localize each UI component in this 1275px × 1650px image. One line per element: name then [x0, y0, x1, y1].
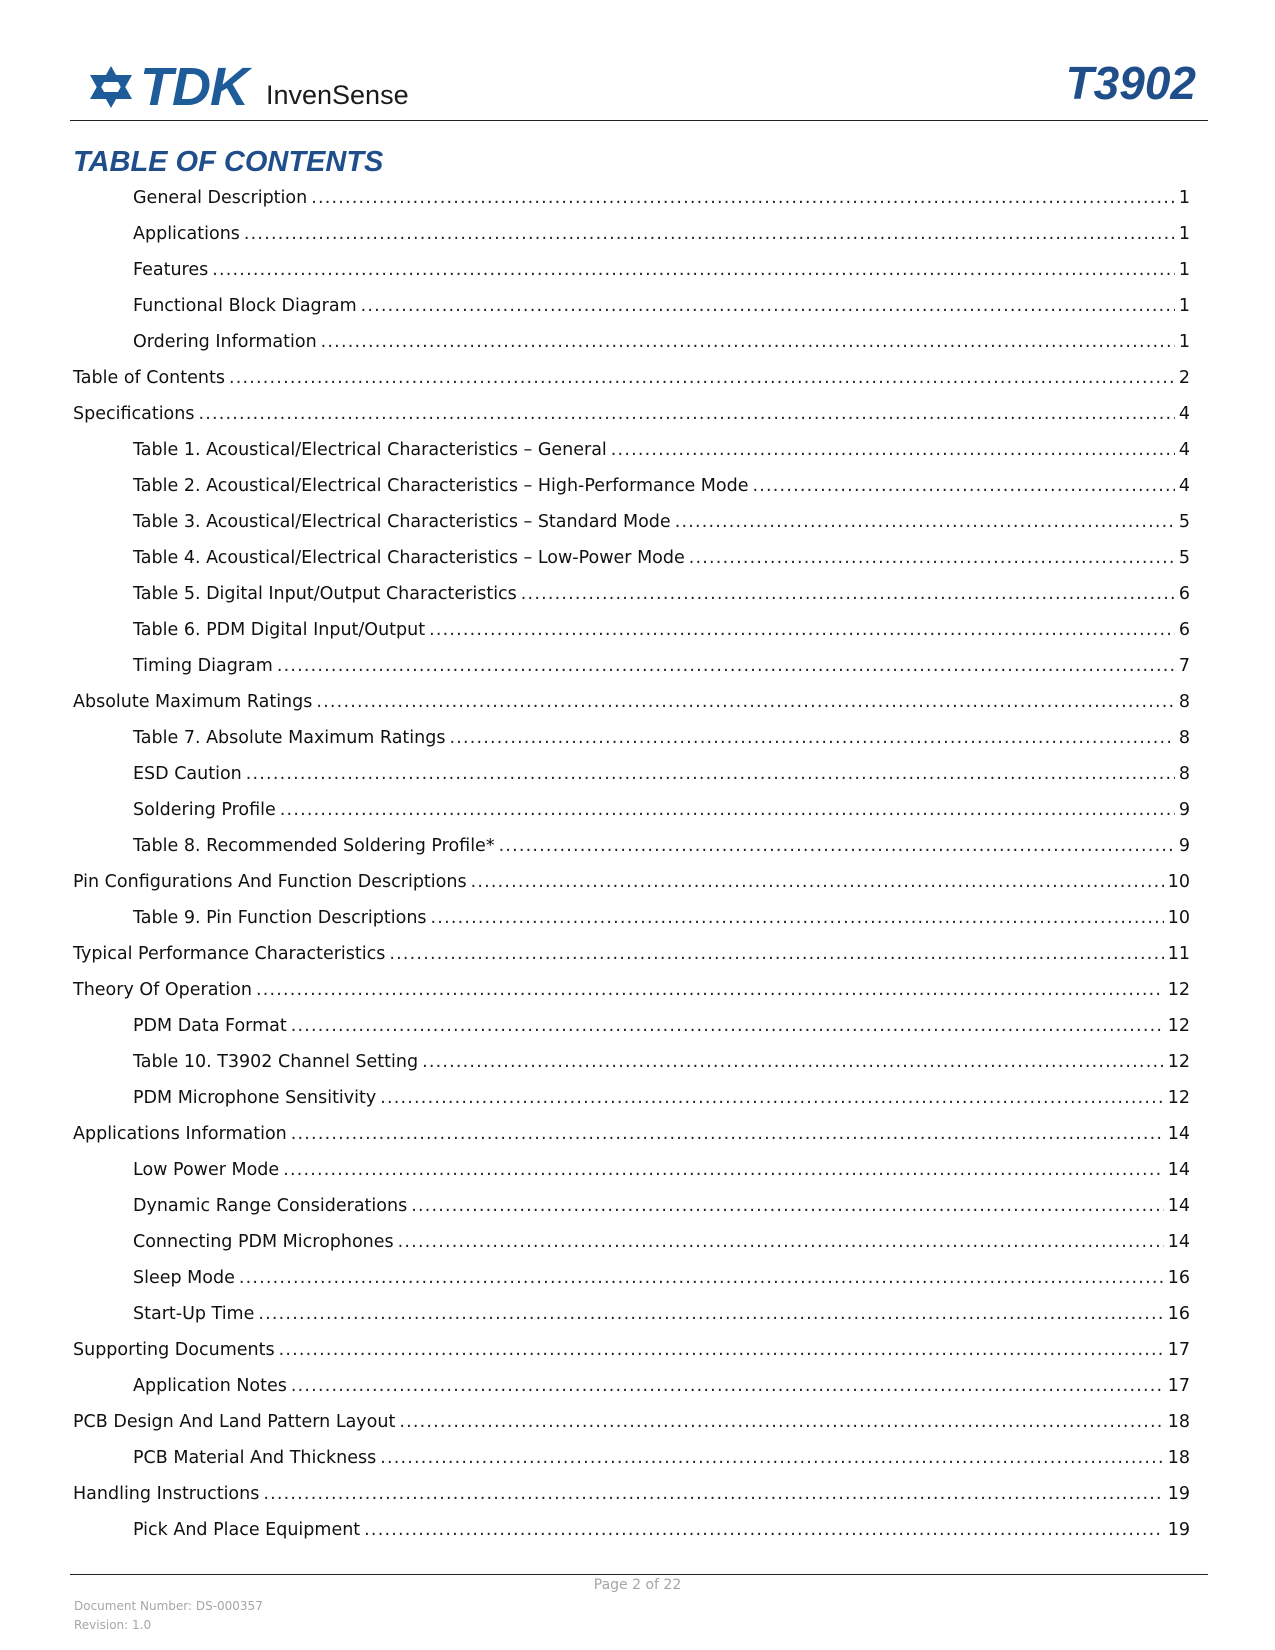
toc-entry-page: 12 — [1167, 1052, 1190, 1072]
toc-entry[interactable] — [73, 1044, 1190, 1080]
toc-entry-page: 4 — [1178, 404, 1190, 424]
toc-entry-title: Table 9. Pin Function Descriptions — [133, 908, 427, 928]
toc-entry-title: Specifications — [73, 404, 195, 424]
toc-dot-leader — [239, 1260, 1164, 1296]
toc-entry[interactable] — [73, 864, 1190, 900]
toc-entry[interactable] — [73, 1116, 1190, 1152]
toc-entry[interactable] — [73, 1080, 1190, 1116]
toc-dot-leader — [361, 288, 1175, 324]
toc-entry[interactable] — [73, 1404, 1190, 1440]
toc-entry[interactable] — [73, 828, 1190, 864]
toc-entry-page: 5 — [1178, 548, 1190, 568]
toc-heading: TABLE OF CONTENTS — [73, 146, 384, 178]
toc-dot-leader — [258, 1296, 1163, 1332]
toc-entry-title: Absolute Maximum Ratings — [73, 692, 313, 712]
revision: Revision: 1.0 — [74, 1618, 152, 1632]
toc-entry-title: PDM Microphone Sensitivity — [133, 1088, 377, 1108]
toc-entry-page: 17 — [1167, 1376, 1190, 1396]
toc-entry-page: 14 — [1167, 1124, 1190, 1144]
footer-divider — [70, 1574, 1208, 1575]
toc-dot-leader — [422, 1044, 1164, 1080]
brand-name: TDK — [140, 57, 248, 117]
toc-entry-page: 1 — [1178, 332, 1190, 352]
toc-entry-title: Typical Performance Characteristics — [73, 944, 386, 964]
toc-entry[interactable] — [73, 180, 1190, 216]
toc-dot-leader — [398, 1224, 1164, 1260]
toc-entry-page: 4 — [1178, 476, 1190, 496]
toc-list — [73, 180, 1190, 1548]
toc-entry[interactable] — [73, 648, 1190, 684]
toc-entry-title: Features — [133, 260, 209, 280]
tdk-logo-mark-icon — [88, 64, 134, 110]
toc-entry[interactable] — [73, 396, 1190, 432]
toc-entry-title: ESD Caution — [133, 764, 242, 784]
toc-entry[interactable] — [73, 540, 1190, 576]
toc-entry-page: 11 — [1167, 944, 1190, 964]
toc-entry[interactable] — [73, 1152, 1190, 1188]
toc-entry[interactable] — [73, 612, 1190, 648]
toc-entry-page: 16 — [1167, 1268, 1190, 1288]
toc-dot-leader — [212, 252, 1175, 288]
toc-dot-leader — [291, 1116, 1164, 1152]
toc-dot-leader — [675, 504, 1175, 540]
toc-entry-page: 1 — [1178, 188, 1190, 208]
toc-entry-page: 1 — [1178, 296, 1190, 316]
toc-dot-leader — [431, 900, 1164, 936]
toc-entry-title: Application Notes — [133, 1376, 287, 1396]
brand-subname: InvenSense — [265, 79, 409, 110]
toc-entry-title: Supporting Documents — [73, 1340, 275, 1360]
toc-dot-leader — [753, 468, 1175, 504]
toc-dot-leader — [321, 324, 1175, 360]
toc-entry-title: Sleep Mode — [133, 1268, 235, 1288]
toc-entry-title: Soldering Profile — [133, 800, 276, 820]
toc-dot-leader — [429, 612, 1175, 648]
toc-entry-page: 4 — [1178, 440, 1190, 460]
toc-entry-title: Table 10. T3902 Channel Setting — [133, 1052, 419, 1072]
toc-entry-title: Table 5. Digital Input/Output Characteristics — [133, 584, 517, 604]
tdk-invensense-logo — [88, 57, 409, 117]
toc-entry-page: 9 — [1178, 800, 1190, 820]
toc-dot-leader — [279, 1332, 1164, 1368]
toc-entry-title: Timing Diagram — [133, 656, 273, 676]
toc-dot-leader — [283, 1152, 1164, 1188]
toc-entry-title: Applications Information — [73, 1124, 287, 1144]
toc-entry-title: Handling Instructions — [73, 1484, 260, 1504]
toc-entry-title: Pin Configurations And Function Descriptions — [73, 872, 467, 892]
toc-entry[interactable] — [73, 360, 1190, 396]
toc-entry-page: 8 — [1178, 764, 1190, 784]
toc-dot-leader — [689, 540, 1175, 576]
toc-entry-title: Applications — [133, 224, 240, 244]
document-number: Document Number: DS-000357 — [74, 1599, 263, 1613]
toc-entry[interactable] — [73, 1476, 1190, 1512]
toc-entry-page: 19 — [1167, 1484, 1190, 1504]
toc-entry[interactable] — [73, 1260, 1190, 1296]
toc-entry[interactable] — [73, 684, 1190, 720]
toc-entry[interactable] — [73, 936, 1190, 972]
toc-entry-page: 7 — [1178, 656, 1190, 676]
toc-entry-page: 18 — [1167, 1448, 1190, 1468]
toc-entry[interactable] — [73, 900, 1190, 936]
toc-entry[interactable] — [73, 432, 1190, 468]
toc-entry[interactable] — [73, 720, 1190, 756]
toc-dot-leader — [499, 828, 1175, 864]
toc-entry[interactable] — [73, 1368, 1190, 1404]
toc-dot-leader — [263, 1476, 1163, 1512]
toc-entry[interactable] — [73, 756, 1190, 792]
toc-entry-title: Table 3. Acoustical/Electrical Characteristics – Standard Mode — [133, 512, 671, 532]
toc-entry-page: 18 — [1167, 1412, 1190, 1432]
toc-entry[interactable] — [73, 504, 1190, 540]
toc-dot-leader — [611, 432, 1175, 468]
toc-dot-leader — [198, 396, 1174, 432]
toc-entry-title: Table 7. Absolute Maximum Ratings — [133, 728, 446, 748]
toc-entry-title: PDM Data Format — [133, 1016, 287, 1036]
toc-entry-page: 8 — [1178, 728, 1190, 748]
toc-dot-leader — [389, 936, 1163, 972]
toc-entry-page: 6 — [1178, 620, 1190, 640]
toc-dot-leader — [471, 864, 1164, 900]
toc-entry-title: Low Power Mode — [133, 1160, 280, 1180]
toc-dot-leader — [229, 360, 1175, 396]
toc-entry-page: 9 — [1178, 836, 1190, 856]
toc-entry-page: 1 — [1178, 224, 1190, 244]
toc-dot-leader — [291, 1368, 1164, 1404]
toc-entry-page: 12 — [1167, 1088, 1190, 1108]
toc-entry-title: Table 1. Acoustical/Electrical Characteristics – General — [133, 440, 607, 460]
toc-entry-page: 6 — [1178, 584, 1190, 604]
toc-dot-leader — [380, 1080, 1163, 1116]
toc-entry-page: 14 — [1167, 1160, 1190, 1180]
toc-entry-title: Table 8. Recommended Soldering Profile* — [133, 836, 495, 856]
toc-entry[interactable] — [73, 1440, 1190, 1476]
toc-entry[interactable] — [73, 324, 1190, 360]
toc-dot-leader — [277, 648, 1175, 684]
toc-entry-page: 10 — [1167, 908, 1190, 928]
toc-entry-title: Table 4. Acoustical/Electrical Characteristics – Low-Power Mode — [133, 548, 685, 568]
toc-entry-page: 5 — [1178, 512, 1190, 532]
toc-dot-leader — [291, 1008, 1164, 1044]
toc-entry-page: 16 — [1167, 1304, 1190, 1324]
page-header — [70, 52, 1208, 121]
toc-dot-leader — [316, 684, 1174, 720]
toc-entry-page: 12 — [1167, 1016, 1190, 1036]
toc-entry-page: 2 — [1178, 368, 1190, 388]
toc-entry-page: 17 — [1167, 1340, 1190, 1360]
toc-entry[interactable] — [73, 1332, 1190, 1368]
toc-dot-leader — [399, 1404, 1163, 1440]
page-number: Page 2 of 22 — [593, 1577, 682, 1593]
toc-dot-leader — [256, 972, 1164, 1008]
toc-dot-leader — [244, 216, 1175, 252]
toc-entry-title: Theory Of Operation — [73, 980, 252, 1000]
toc-entry[interactable] — [73, 972, 1190, 1008]
toc-dot-leader — [364, 1512, 1164, 1548]
toc-entry-page: 12 — [1167, 980, 1190, 1000]
toc-dot-leader — [311, 180, 1175, 216]
toc-entry[interactable] — [73, 288, 1190, 324]
toc-entry-title: Table 2. Acoustical/Electrical Characteristics – High-Performance Mode — [133, 476, 749, 496]
toc-entry[interactable] — [73, 216, 1190, 252]
toc-entry-title: Dynamic Range Considerations — [133, 1196, 408, 1216]
toc-entry-title: Table of Contents — [73, 368, 225, 388]
toc-entry[interactable] — [73, 792, 1190, 828]
toc-entry-title: PCB Design And Land Pattern Layout — [73, 1412, 396, 1432]
toc-entry-title: Ordering Information — [133, 332, 317, 352]
toc-dot-leader — [380, 1440, 1163, 1476]
toc-entry-title: Functional Block Diagram — [133, 296, 357, 316]
toc-entry-title: PCB Material And Thickness — [133, 1448, 377, 1468]
document-meta — [74, 1597, 263, 1635]
toc-entry-page: 14 — [1167, 1232, 1190, 1252]
toc-entry-title: General Description — [133, 188, 308, 208]
toc-dot-leader — [411, 1188, 1164, 1224]
toc-entry[interactable] — [73, 1224, 1190, 1260]
toc-entry[interactable] — [73, 1512, 1190, 1548]
toc-entry-page: 14 — [1167, 1196, 1190, 1216]
toc-entry[interactable] — [73, 576, 1190, 612]
toc-entry-page: 1 — [1178, 260, 1190, 280]
toc-entry[interactable] — [73, 1008, 1190, 1044]
toc-dot-leader — [521, 576, 1175, 612]
document-title: T3902 — [1065, 57, 1196, 109]
toc-entry[interactable] — [73, 468, 1190, 504]
toc-entry-title: Start-Up Time — [133, 1304, 255, 1324]
toc-entry[interactable] — [73, 1296, 1190, 1332]
toc-entry-title: Table 6. PDM Digital Input/Output — [133, 620, 426, 640]
toc-entry-page: 19 — [1167, 1520, 1190, 1540]
toc-dot-leader — [246, 756, 1175, 792]
toc-entry-page: 10 — [1167, 872, 1190, 892]
toc-dot-leader — [280, 792, 1175, 828]
toc-entry-page: 8 — [1178, 692, 1190, 712]
toc-entry-title: Pick And Place Equipment — [133, 1520, 361, 1540]
toc-entry[interactable] — [73, 1188, 1190, 1224]
toc-dot-leader — [449, 720, 1174, 756]
toc-entry-title: Connecting PDM Microphones — [133, 1232, 394, 1252]
toc-entry[interactable] — [73, 252, 1190, 288]
